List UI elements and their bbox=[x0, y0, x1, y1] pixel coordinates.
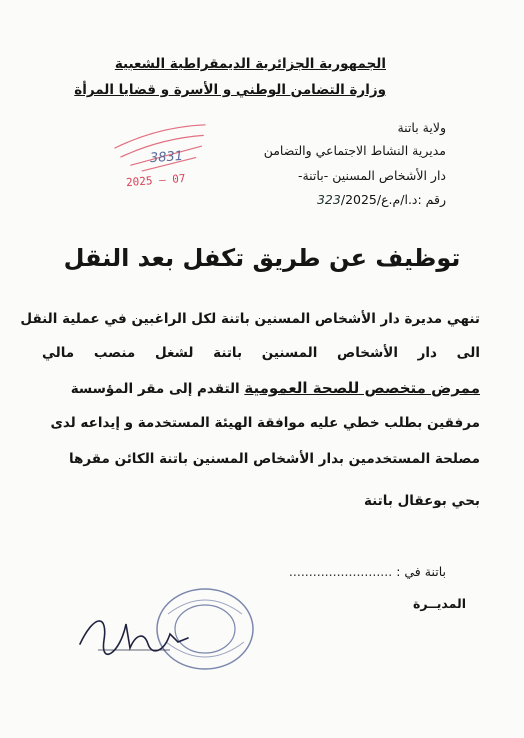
ministry-header: وزارة التضامن الوطني و الأسرة و قضايا المرأة bbox=[74, 82, 386, 98]
body-line-3 bbox=[71, 379, 480, 397]
signatory-title: المديــرة bbox=[413, 596, 466, 611]
body-line-6: بحي بوعقال باتنة bbox=[363, 493, 480, 509]
reference-line bbox=[317, 192, 446, 207]
body-line-1: تنهي مديرة دار الأشخاص المسنين باتنة لكل الراغبين في عملية النقل bbox=[20, 311, 480, 327]
body-line-2: الى دار الأشخاص المسنين باتنة لشغل منصب مالي bbox=[42, 345, 480, 361]
body-line-4: مرفقين بطلب خطي عليه موافقة الهيئة المستخدمة و إيداعه لدى bbox=[50, 415, 480, 431]
received-stamp-number: 3831 bbox=[149, 148, 184, 167]
wilaya-line: ولاية باتنة bbox=[397, 120, 446, 135]
reference-suffix: /د.ا/م.ع/2025 bbox=[340, 192, 418, 207]
date-line bbox=[289, 564, 446, 579]
body-line-5: مصلحة المستخدمين بدار الأشخاص المسنين باتنة الكائن مقرها bbox=[68, 451, 480, 467]
republic-header: الجمهورية الجزائرية الديمقراطية الشعبية bbox=[114, 56, 386, 72]
house-line: دار الأشخاص المسنين -باتنة- bbox=[297, 168, 446, 183]
announcement-title: توظيف عن طريق تكفل بعد النقل bbox=[63, 244, 461, 272]
reference-number: 323 bbox=[316, 192, 341, 207]
date-label: باتنة في : bbox=[396, 564, 446, 579]
received-stamp-date: 2025 — 07 bbox=[125, 171, 186, 190]
reference-prefix: رقم : bbox=[417, 192, 446, 207]
directorate-line: مديرية النشاط الاجتماعي والتضامن bbox=[263, 143, 446, 158]
date-dots: .......................... bbox=[288, 564, 393, 579]
position-title: ممرض متخصص للصحة العمومية bbox=[244, 379, 480, 397]
signature-scribble bbox=[74, 604, 194, 664]
body-line-3-rest: التقدم إلى مقر المؤسسة bbox=[70, 381, 245, 397]
